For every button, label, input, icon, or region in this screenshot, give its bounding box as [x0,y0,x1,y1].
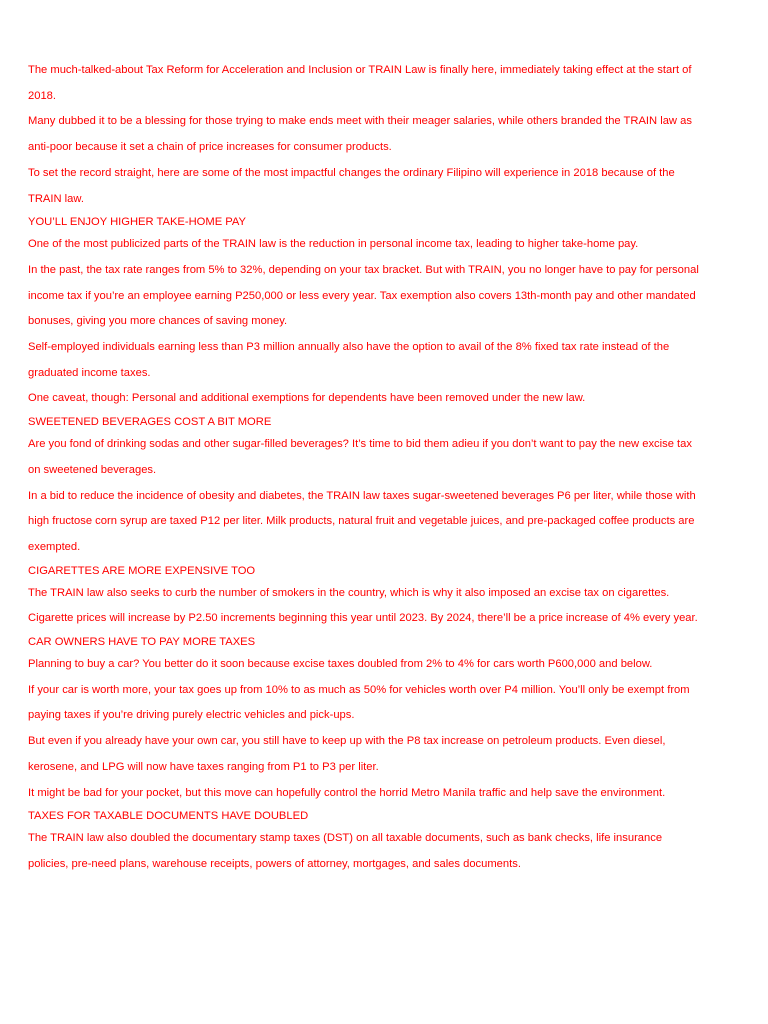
paragraph: It might be bad for your pocket, but this move can hopefully control the horrid Metro Manila traffic and help save the environment. [28,786,666,799]
paragraph: Many dubbed it to be a blessing for those trying to make ends meet with their meager salaries, while others branded the TRAIN law as anti-poor because it set a chain of price increases for consumer products. [28,115,692,154]
paragraph: One caveat, though: Personal and additional exemptions for dependents have been removed under the new law. [28,392,586,405]
paragraph: The much-talked-about Tax Reform for Acceleration and Inclusion or TRAIN Law is finally here, immediately taking effect at the start of 2018. [28,64,692,102]
paragraph: Cigarette prices will increase by P2.50 increments beginning this year until 2023. By 2024, there’ll be a price increase of 4% every year. [28,612,698,625]
paragraph: To set the record straight, here are some of the most impactful changes the ordinary Filipino will experience in 2018 because of the TRAIN law. [28,166,675,205]
paragraph: One of the most publicized parts of the TRAIN law is the reduction in personal income tax, leading to higher take-home pay. [28,238,639,251]
section-heading: SWEETENED BEVERAGES COST A BIT MORE [28,416,272,429]
section-heading: TAXES FOR TAXABLE DOCUMENTS HAVE DOUBLED [28,810,309,823]
paragraph: In the past, the tax rate ranges from 5% to 32%, depending on your tax bracket. But with TRAIN, you no longer have to pay for personal income tax if you’re an employee earning P250,000 or less every year. Tax exemption also covers 13th-month pay and other mandated bonuses, giving you more chances of saving money. [28,263,699,328]
section-heading: CAR OWNERS HAVE TO PAY MORE TAXES [28,636,256,649]
paragraph: In a bid to reduce the incidence of obesity and diabetes, the TRAIN law taxes sugar-sweetened beverages P6 per liter, while those with high fructose corn syrup are taxed P12 per liter. Milk products, natural fruit and vegetable juices, and pre-packaged coffee products are exempted. [28,489,696,553]
paragraph: Are you fond of drinking sodas and other sugar-filled beverages? It’s time to bid them adieu if you don’t want to pay the new excise tax on sweetened beverages. [28,438,692,476]
paragraph: But even if you already have your own car, you still have to keep up with the P8 tax increase on petroleum products. Even diesel, kerosene, and LPG will now have taxes ranging from P1 to P3 per liter. [28,735,666,773]
paragraph: Planning to buy a car? You better do it soon because excise taxes doubled from 2% to 4% for cars worth P600,000 and below. [28,658,653,671]
paragraph: The TRAIN law also seeks to curb the number of smokers in the country, which is why it also imposed an excise tax on cigarettes. [28,586,670,599]
section-heading: CIGARETTES ARE MORE EXPENSIVE TOO [28,564,256,577]
paragraph: Self-employed individuals earning less than P3 million annually also have the option to avail of the 8% fixed tax rate instead of the graduated income taxes. [28,341,670,379]
document-body [28,58,700,878]
paragraph: The TRAIN law also doubled the documentary stamp taxes (DST) on all taxable documents, such as bank checks, life insurance policies, pre-need plans, warehouse receipts, powers of attorney, mortgages, and sales documents. [28,832,663,870]
paragraph: If your car is worth more, your tax goes up from 10% to as much as 50% for vehicles worth over P4 million. You’ll only be exempt from paying taxes if you’re driving purely electric vehicles and pick-ups. [28,683,690,722]
section-heading: YOU’LL ENJOY HIGHER TAKE-HOME PAY [28,216,246,229]
